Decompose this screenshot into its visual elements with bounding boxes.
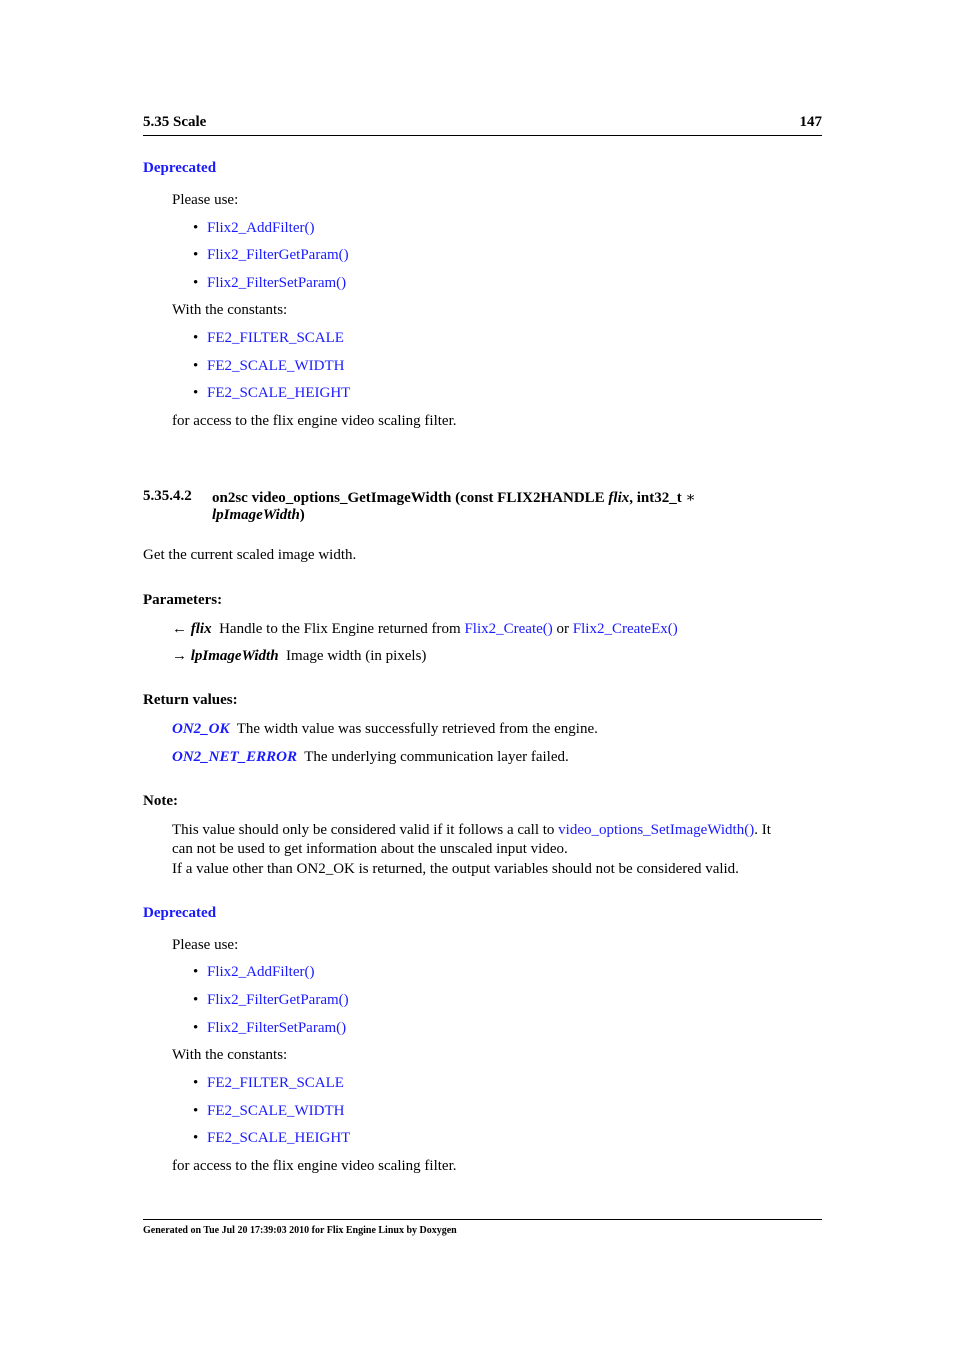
footer-text: Generated on Tue Jul 20 17:39:03 2010 for Flix Engine Linux by Doxygen [143, 1225, 457, 1236]
with-constants-text: With the constants: [172, 1047, 288, 1063]
note-line-3: If a value other than ON2_OK is returned, the output variables should not be considered valid. [172, 861, 739, 877]
param-desc-or: or [552, 621, 573, 637]
set-image-width-link[interactable]: video_options_SetImageWidth() [558, 822, 755, 838]
param-desc: Image width (in pixels) [286, 648, 427, 664]
return-desc: The width value was successfully retrieved from the engine. [236, 721, 598, 737]
note-title: Note: [143, 793, 178, 809]
note-text: This value should only be considered valid if it follows a call to [172, 822, 559, 838]
func-link-filtersetparam[interactable]: • Flix2_FilterSetParam() [207, 275, 346, 292]
const-link-scale-width[interactable]: • FE2_SCALE_WIDTH [207, 1103, 345, 1120]
access-text: for access to the flix engine video scaling filter. [172, 1158, 457, 1174]
param-desc: Handle to the Flix Engine returned from [219, 621, 465, 637]
func-link-addfilter[interactable]: • Flix2_AddFilter() [207, 964, 315, 981]
header-rule [143, 135, 822, 136]
note-line-1 [172, 822, 771, 839]
function-description: Get the current scaled image width. [143, 547, 357, 563]
param-name: lpImageWidth [190, 648, 279, 664]
signature-arg-lpimagewidth: lpImageWidth [212, 507, 300, 523]
const-link-scale-height[interactable]: • FE2_SCALE_HEIGHT [207, 385, 350, 402]
param-name: flix [190, 621, 212, 637]
function-signature-cont [212, 507, 305, 524]
func-link-addfilter[interactable]: • Flix2_AddFilter() [207, 220, 315, 237]
please-use-text: Please use: [172, 192, 239, 208]
param-flix [172, 621, 678, 638]
const-link-filter-scale[interactable]: • FE2_FILTER_SCALE [207, 1075, 344, 1092]
signature-part: , int32_t [629, 490, 686, 506]
flix2-create-link[interactable]: Flix2_Create() [464, 621, 553, 637]
signature-arg-flix: flix [608, 490, 630, 506]
func-link-filtergetparam[interactable]: • Flix2_FilterGetParam() [207, 992, 349, 1009]
footer-rule [143, 1219, 822, 1220]
page-number: 147 [799, 114, 822, 130]
parameters-title: Parameters: [143, 592, 223, 608]
func-link-filtersetparam[interactable]: • Flix2_FilterSetParam() [207, 1020, 346, 1037]
return-values-title: Return values: [143, 692, 238, 708]
const-link-scale-height[interactable]: • FE2_SCALE_HEIGHT [207, 1130, 350, 1147]
note-text: . It [754, 822, 771, 838]
deprecated-link[interactable]: Deprecated [143, 905, 217, 921]
param-lpimagewidth [172, 648, 426, 665]
function-signature [212, 488, 696, 507]
signature-close: ) [299, 507, 305, 523]
with-constants-text: With the constants: [172, 302, 288, 318]
flix2-createex-link[interactable]: Flix2_CreateEx() [572, 621, 678, 637]
arrow-in-icon: ← [172, 621, 187, 637]
deprecated-link[interactable]: Deprecated [143, 160, 217, 176]
signature-star: ∗ [685, 490, 696, 506]
function-number: 5.35.4.2 [143, 488, 192, 504]
on2-ok-link[interactable]: ON2_OK [172, 721, 230, 737]
on2-net-error-link[interactable]: ON2_NET_ERROR [172, 749, 298, 765]
return-net-error [172, 749, 569, 766]
return-desc: The underlying communication layer failed. [304, 749, 569, 765]
arrow-out-icon: → [172, 648, 187, 664]
access-text: for access to the flix engine video scaling filter. [172, 413, 457, 429]
please-use-text: Please use: [172, 937, 239, 953]
note-line-2: can not be used to get information about the unscaled input video. [172, 841, 568, 857]
signature-part: on2sc video_options_GetImageWidth (const FLIX2HANDLE [212, 490, 609, 506]
section-title: 5.35 Scale [143, 114, 207, 130]
const-link-filter-scale[interactable]: • FE2_FILTER_SCALE [207, 330, 344, 347]
func-link-filtergetparam[interactable]: • Flix2_FilterGetParam() [207, 247, 349, 264]
const-link-scale-width[interactable]: • FE2_SCALE_WIDTH [207, 358, 345, 375]
return-ok [172, 721, 598, 738]
